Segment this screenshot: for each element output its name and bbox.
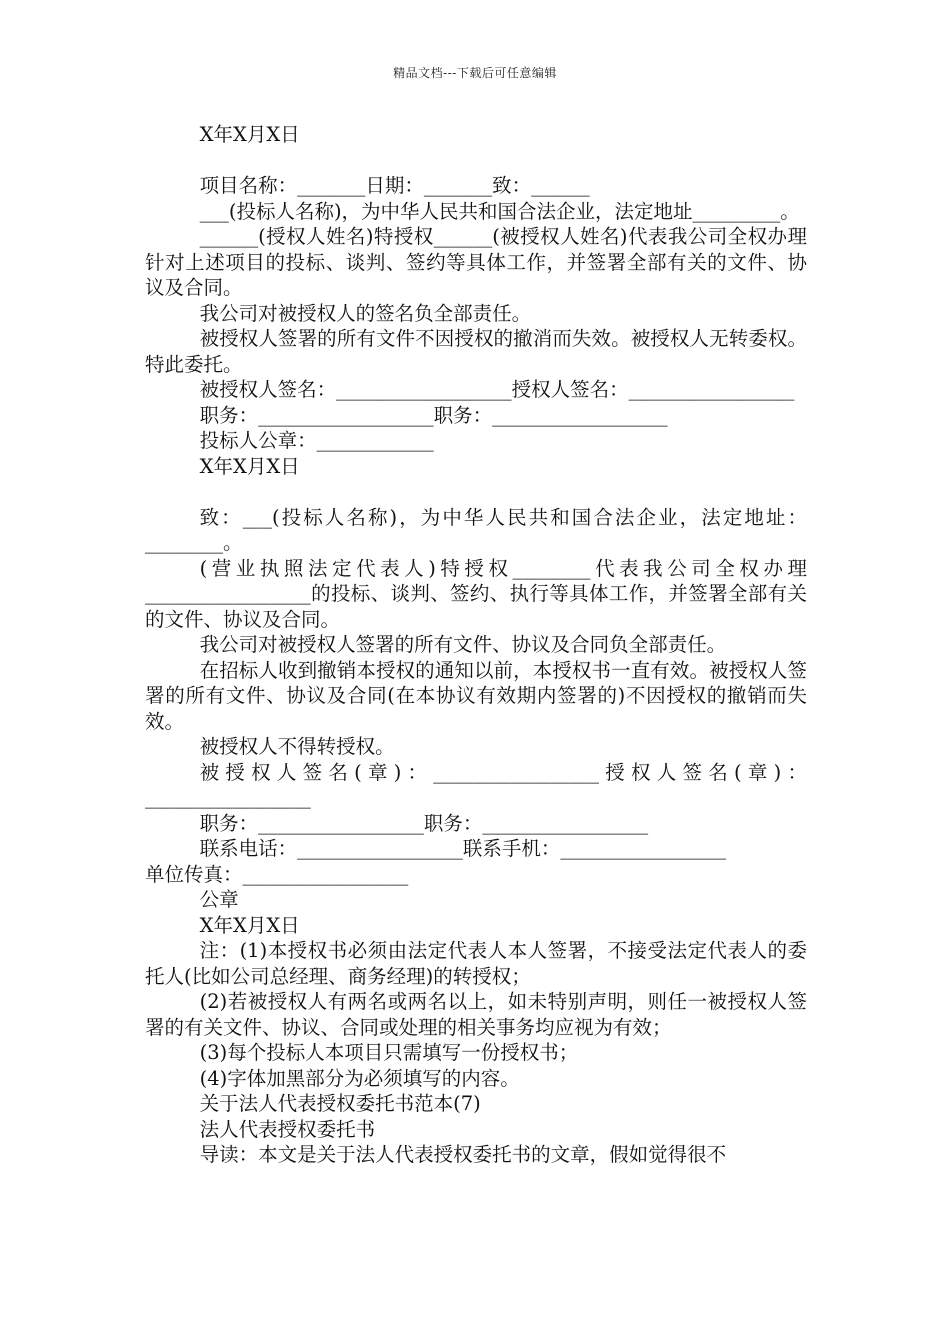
note-paragraph: 注：(1)本授权书必须由法定代表人本人签署，不接受法定代表人的委托人(比如公司总经理、商务经理)的转授权； [145, 939, 807, 988]
blank-line [145, 479, 807, 505]
paragraph: 我公司对被授权人签署的所有文件、协议及合同负全部责任。 [199, 633, 727, 656]
date-line: X年X月X日 [199, 913, 300, 937]
note-paragraph: (3)每个投标人本项目只需填写一份授权书； [199, 1041, 579, 1064]
seal-line: 公章 [199, 888, 239, 911]
signature-line: 被授权人签名：__________________授权人签名：_________________ [199, 378, 795, 401]
blank-line [145, 148, 807, 174]
signature-line: 被授权人签名(章)：_________________授权人签名(章)：_________________ [145, 760, 807, 809]
date-line: X年X月X日 [199, 454, 300, 478]
date-line: X年X月X日 [199, 123, 300, 146]
contact-line: 联系电话：_________________联系手机：_________________ [199, 837, 727, 860]
page-header: 精品文档---下载后可任意编辑 [393, 66, 557, 80]
paragraph: 致：___(投标人名称)，为中华人民共和国合法企业，法定地址：________。 [145, 505, 807, 554]
section-heading: 关于法人代表授权委托书范本(7) [199, 1092, 481, 1115]
document-body [145, 122, 807, 1168]
project-info-line: 项目名称：_______日期：_______致：______ [199, 174, 590, 197]
note-paragraph: (2)若被授权人有两名或两名以上，如未特别声明，则任一被授权人签署的有关文件、协议、合同或处理的相关事务均应视为有效； [145, 990, 807, 1039]
paragraph: (营业执照法定代表人)特授权________代表我公司全权办理_________________的投标、谈判、签约、执行等具体工作，并签署全部有关的文件、协议及合同。 [145, 556, 807, 631]
paragraph: 在招标人收到撤销本授权的通知以前，本授权书一直有效。被授权人签署的所有文件、协议及合同(在本协议有效期内签署的)不因授权的撤销而失效。 [145, 658, 807, 733]
title-line: 职务：__________________职务：__________________ [199, 403, 668, 427]
title-line: 职务：_________________职务：_________________ [199, 811, 649, 835]
paragraph: 被授权人不得转授权。 [199, 735, 395, 758]
intro-paragraph: 导读：本文是关于法人代表授权委托书的文章，假如觉得很不 [199, 1143, 727, 1166]
fax-line: 单位传真：_________________ [145, 862, 409, 886]
seal-line: 投标人公章：____________ [199, 429, 434, 452]
note-paragraph: (4)字体加黑部分为必须填写的内容。 [199, 1066, 520, 1090]
paragraph: 被授权人签署的所有文件不因授权的撤消而失效。被授权人无转委权。特此委托。 [145, 327, 807, 376]
paragraph: 我公司对被授权人的签名负全部责任。 [199, 301, 532, 325]
paragraph: ___(投标人名称)，为中华人民共和国合法企业，法定地址_________。 [199, 199, 800, 223]
section-title: 法人代表授权委托书 [199, 1117, 376, 1141]
paragraph: ______(授权人姓名)特授权______(被授权人姓名)代表我公司全权办理针对上述项目的投标、谈判、签约等具体工作，并签署全部有关的文件、协议及合同。 [145, 225, 807, 299]
